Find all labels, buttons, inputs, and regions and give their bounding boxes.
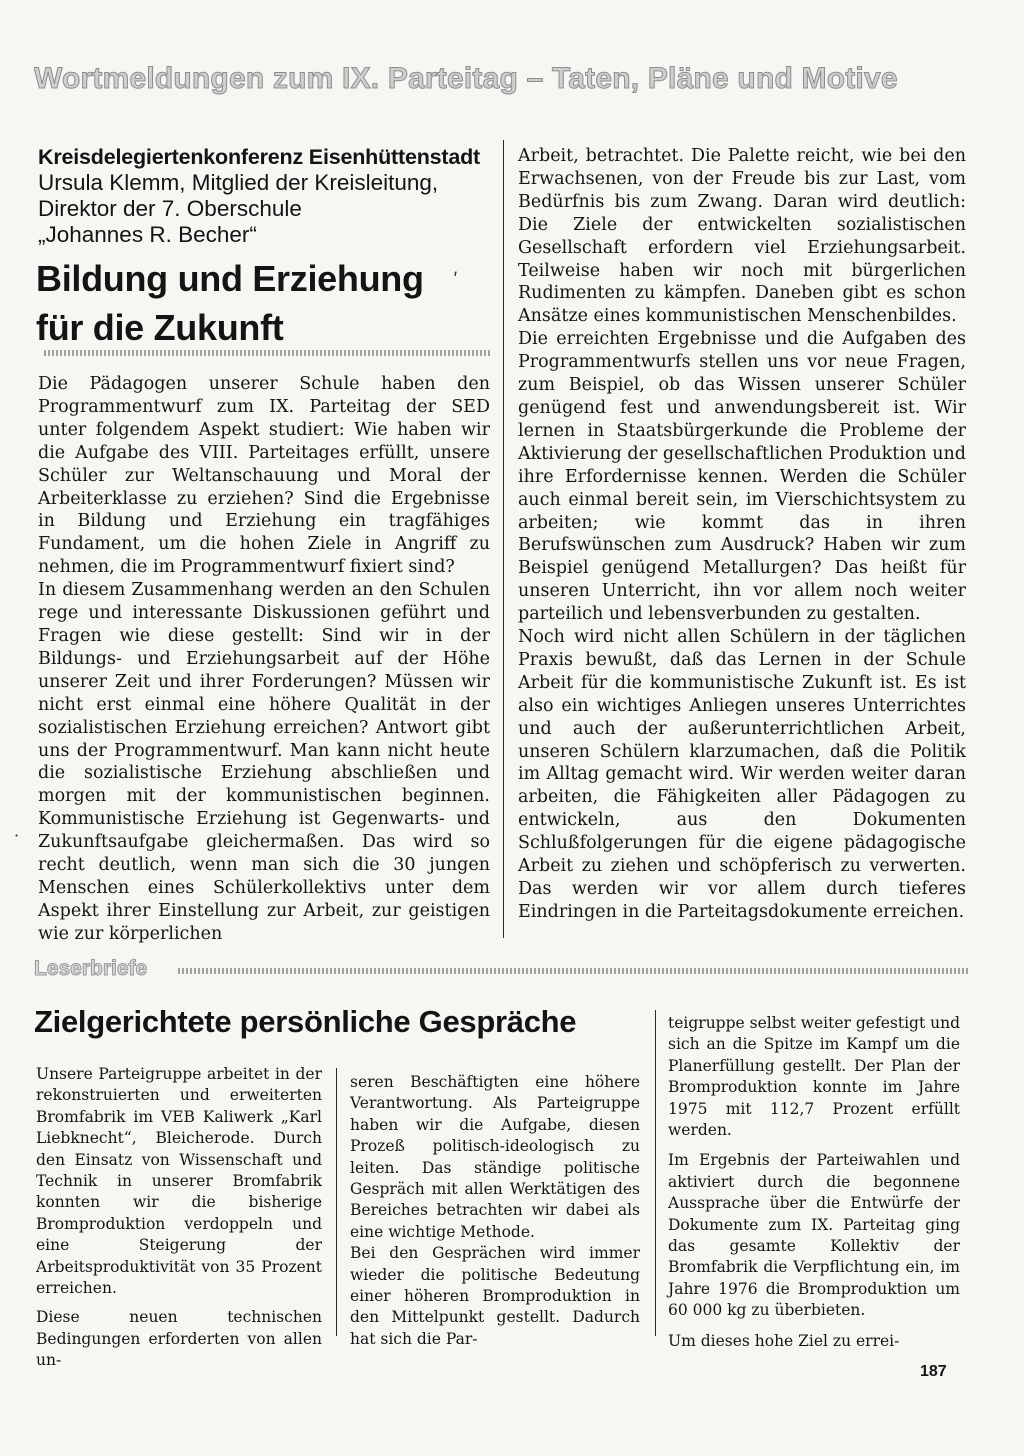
letter-column-3: [668, 1013, 960, 1352]
author-line: Ursula Klemm, Mitglied der Kreisleitung,: [38, 170, 439, 195]
author-line: Direktor der 7. Oberschule: [38, 196, 302, 221]
letter-column-2: [350, 1072, 640, 1350]
conference-kicker: Kreisdelegiertenkonferenz Eisenhüttenstadt: [38, 145, 481, 169]
paragraph: Die Pädagogen unserer Schule haben den Programmentwurf zum IX. Parteitag der SED unter folgendem Aspekt studiert: Wie haben wir die Aufgabe des VIII. Parteitages erfüllt, unsere Schüler zur Weltanschauung und Moral der Arbeiterklasse zu erziehen? Sind die Ergebnisse in Bildung und Erziehung ein tragfähiges Fundament, um die hohen Ziele in Angriff zu nehmen, die im Programmentwurf fixiert sind?: [38, 374, 490, 578]
paragraph: Unsere Parteigruppe arbeitet in der rekonstruierten und erweiterten Bromfabrik im VEB Kaliwerk „Karl Liebknecht“, Bleicherode. Durch den Einsatz von Wissenschaft und Technik in unserer Bromfabrik konnten wir die bisherige Bromproduktion verdoppeln und eine Steigerung der Arbeitsproduktivität von 35 Prozent erreichen.: [36, 1065, 322, 1298]
paragraph: teigruppe selbst weiter gefestigt und sich an die Spitze im Kampf um die Planerfüllung gestellt. Der Plan der Bromproduktion konnte im Jahre 1975 mit 112,7 Prozent erfüllt werden.: [668, 1014, 960, 1140]
paragraph: Die erreichten Ergebnisse und die Aufgaben des Programmentwurfs stellen uns vor neue Fragen, zum Beispiel, ob das Wissen unserer Schüler genügend fest und anwendungsbereit ist. Wir lernen in Staatsbürgerkunde die Probleme der Aktivierung der gesellschaftlichen Produktion und ihre Erfordernisse kennen. Werden die Schüler auch einmal bereit sein, im Vierschichtsystem zu arbeiten; wie kommt das in ihren Berufswünschen zum Ausdruck? Haben wir zum Beispiel genügend Metallurgen? Das heißt für unseren Unterricht, ihn vor allem noch weiter parteilich und lebensverbunden zu gestalten.: [518, 329, 966, 625]
paragraph: Diese neuen technischen Bedingungen erforderten von allen un-: [36, 1308, 322, 1370]
article-headline: [36, 254, 476, 352]
series-banner: Wortmeldungen zum IX. Parteitag – Taten, Pläne und Motive: [34, 62, 898, 95]
paragraph: Um dieses hohe Ziel zu errei-: [668, 1331, 900, 1350]
headline-line: für die Zukunft: [36, 307, 284, 348]
letter-column-1: [36, 1064, 322, 1372]
page-number: 187: [920, 1363, 947, 1380]
column-divider: [655, 1010, 656, 1336]
dotted-rule: [178, 968, 970, 974]
stray-print-mark: ʹ: [453, 270, 459, 291]
article1-column-2: [518, 145, 966, 924]
column-divider: [503, 140, 504, 938]
author-line: „Johannes R. Becher“: [38, 222, 257, 247]
letter-headline: Zielgerichtete persönliche Gespräche: [34, 1004, 577, 1039]
paragraph: Arbeit, betrachtet. Die Palette reicht, wie bei den Erwachsenen, von der Freude bis zur Last, vom Bedürfnis bis zum Zwang. Daran wird deutlich: Die Ziele der entwickelten sozialistischen Gesellschaft erfordern viel Erziehungsarbeit. Teilweise haben wir noch mit bürgerlichen Rudimenten zu kämpfen. Daneben gibt es schon Ansätze eines kommunistischen Menschenbildes.: [518, 146, 966, 327]
author-byline: [38, 170, 508, 248]
paragraph: Bei den Gesprächen wird immer wieder die politische Bedeutung einer höheren Bromproduktion in den Mittelpunkt gestellt. Dadurch hat sich die Par-: [350, 1244, 640, 1348]
paragraph: Im Ergebnis der Parteiwahlen und aktiviert durch die begonnene Aussprache über die Entwürfe der Dokumente zum IX. Parteitag ging das gesamte Kollektiv der Bromfabrik die Verpflichtung ein, im Jahre 1976 die Bromproduktion um 60 000 kg zu überbieten.: [668, 1151, 960, 1320]
article1-column-1: [38, 373, 490, 946]
stray-print-mark: ·: [14, 826, 20, 845]
paragraph: In diesem Zusammenhang werden an den Schulen rege und interessante Diskussionen geführt und Fragen wie diese gestellt: Sind wir in der Bildungs- und Erziehungsarbeit auf der Höhe unserer Zeit und ihrer Forderungen? Müssen wir nicht erst einmal eine höhere Qualität in der sozialistischen Erziehung erreichen? Antwort gibt uns der Programmentwurf. Man kann nicht heute die sozialistische Erziehung abschließen und morgen mit der kommunistischen beginnen. Kommunistische Erziehung ist Gegenwarts- und Zukunftsaufgabe gleichermaßen. Das wird so recht deutlich, wenn man sich die 30 jungen Menschen eines Schülerkollektivs unter dem Aspekt ihrer Einstellung zur Arbeit, zur geistigen wie zur körperlichen: [38, 580, 490, 944]
section-label: Leserbriefe: [34, 957, 148, 980]
paragraph: Noch wird nicht allen Schülern in der täglichen Praxis bewußt, daß das Lernen in der Schule Arbeit für die kommunistische Zukunft ist. Es ist also ein wichtiges Anliegen unseres Unterrichtes und auch der außerunterrichtlichen Arbeit, unseren Schülern klarzumachen, daß die Politik im Alltag gemacht wird. Wir werden weiter daran arbeiten, die Fähigkeiten aller Pädagogen zu entwickeln, aus den Dokumenten Schlußfolgerungen für die eigene pädagogische Arbeit zu ziehen und schöpferisch zu verwerten. Das werden wir vor allem durch tieferes Eindringen in die Parteitagsdokumente erreichen.: [518, 627, 966, 922]
paragraph: seren Beschäftigten eine höhere Verantwortung. Als Parteigruppe haben wir die Aufgabe, diesen Prozeß politisch-ideologisch zu leiten. Das ständige politische Gespräch mit allen Werktätigen des Bereiches betrachten wir dabei als eine wichtige Methode.: [350, 1073, 640, 1241]
dotted-rule: [44, 350, 490, 356]
column-divider: [336, 1068, 337, 1336]
headline-line: Bildung und Erziehung: [36, 258, 424, 299]
